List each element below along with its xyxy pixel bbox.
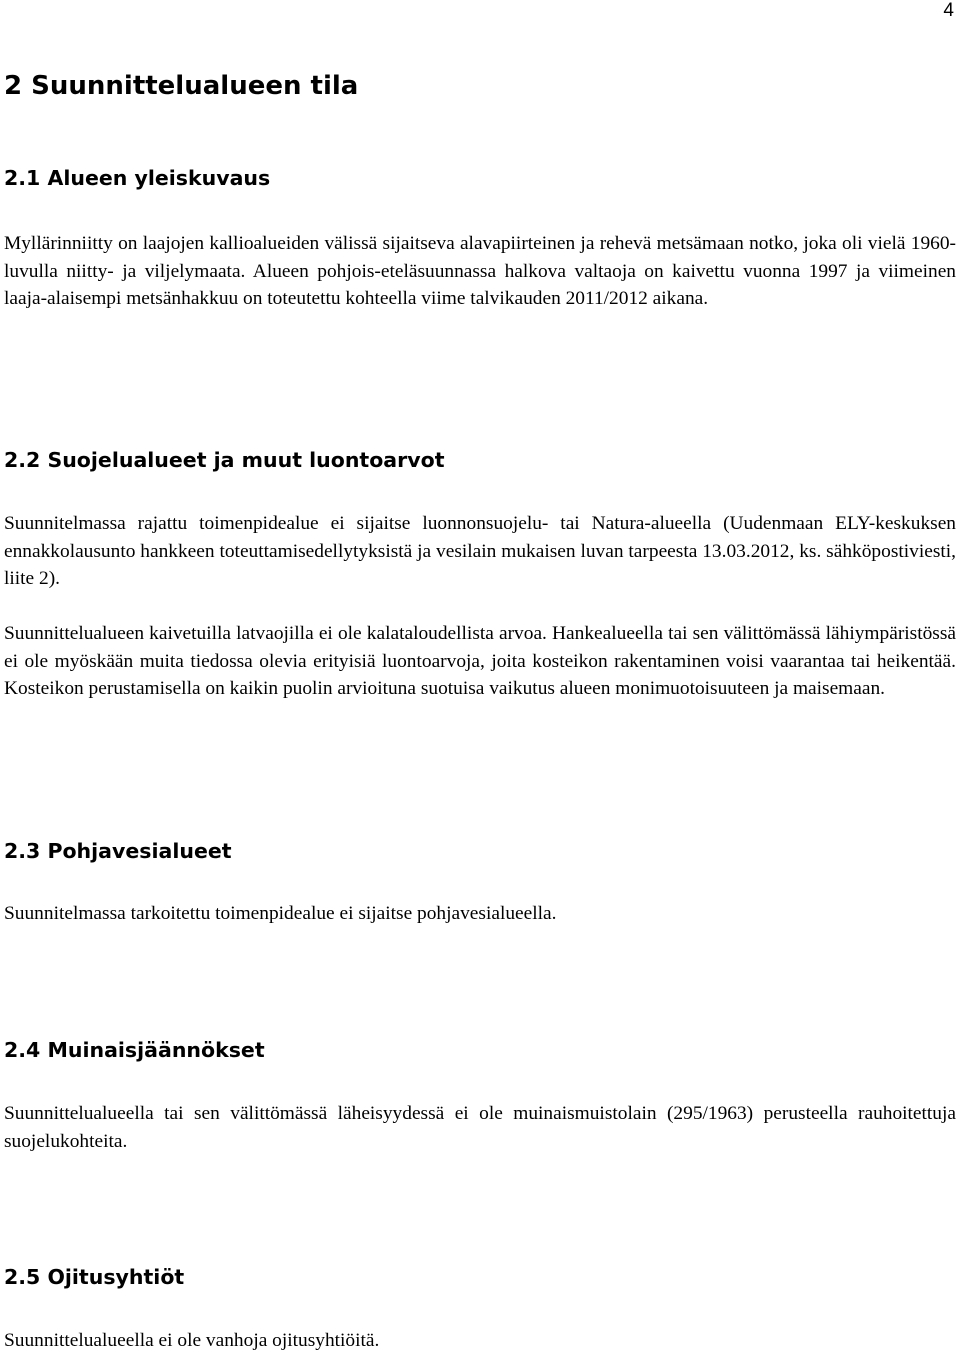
section-2-5-paragraph: Suunnittelualueella ei ole vanhoja ojitusyhtiöitä. bbox=[4, 1330, 380, 1351]
section-heading-2-5: 2.5 Ojitusyhtiöt bbox=[4, 1265, 185, 1289]
section-2-2-paragraph-1: Suunnitelmassa rajattu toimenpidealue ei sijaitse luonnonsuojelu- tai Natura-alueella (Uudenmaan ELY-keskuksen ennakkolausunto hankkeen toteuttamisedellytyksistä ja vesilain mukaisen luvan tarpeesta 13.03.2012, ks. sähköpostiviesti, liite 2). bbox=[4, 513, 956, 589]
page-number: 4 bbox=[943, 0, 954, 21]
section-heading-2-4: 2.4 Muinaisjäännökset bbox=[4, 1038, 265, 1062]
section-heading-2-1: 2.1 Alueen yleiskuvaus bbox=[4, 166, 271, 190]
section-2-2-paragraph-2: Suunnittelualueen kaivetuilla latvaojilla ei ole kalataloudellista arvoa. Hankealueella tai sen välittömässä lähiympäristössä ei ole myöskään muita tiedossa olevia erityisiä luontoarvoja, joita kosteikon rakentaminen voisi vaarantaa tai heikentää. Kosteikon perustamisella on kaikin puolin arvioituna suotuisa vaikutus alueen monimuotoisuuteen ja maisemaan. bbox=[4, 623, 956, 699]
section-2-3-paragraph: Suunnitelmassa tarkoitettu toimenpidealue ei sijaitse pohjavesialueella. bbox=[4, 903, 557, 924]
section-heading-2-3: 2.3 Pohjavesialueet bbox=[4, 839, 232, 863]
section-heading-2-2: 2.2 Suojelualueet ja muut luontoarvot bbox=[4, 448, 445, 472]
main-heading: 2 Suunnittelualueen tila bbox=[4, 71, 359, 101]
section-2-4-paragraph: Suunnittelualueella tai sen välittömässä läheisyydessä ei ole muinaismuistolain (295/1963) perusteella rauhoitettuja suojelukohteita. bbox=[4, 1103, 956, 1152]
section-2-1-paragraph: Myllärinniitty on laajojen kallioalueiden välissä sijaitseva alavapiirteinen ja rehevä metsämaan notko, joka oli vielä 1960-luvulla niitty- ja viljelymaata. Alueen pohjois-eteläsuunnassa halkova valtaoja on kaivettu vuonna 1997 ja viimeinen laaja-alaisempi metsänhakkuu on toteutettu kohteella viime talvikauden 2011/2012 aikana. bbox=[4, 233, 956, 309]
